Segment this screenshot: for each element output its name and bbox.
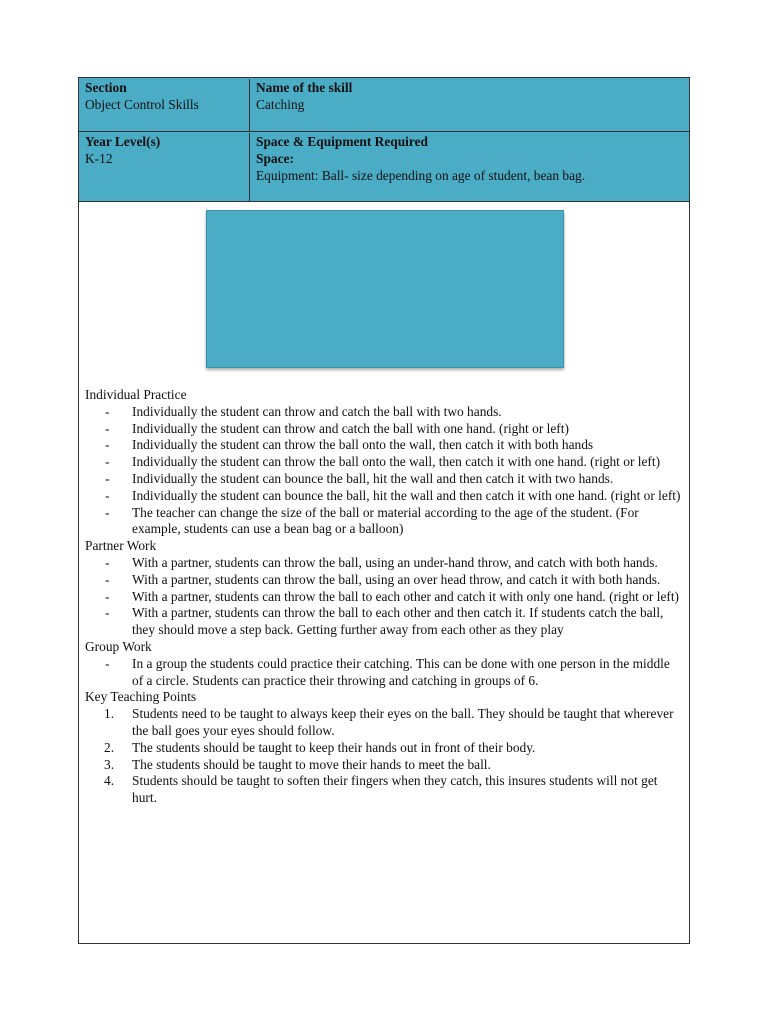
section-cell — [79, 79, 250, 131]
list-item-text: With a partner, students can throw the ball to each other and then catch it. If students catch the ball, they should move a step back. Getting further away from each other as they play — [132, 605, 664, 638]
list-marker: 3. — [104, 756, 115, 772]
equipment-cell — [250, 133, 689, 201]
skill-cell — [250, 79, 689, 131]
list-item-text: Individually the student can throw and catch the ball with two hands. — [132, 403, 502, 419]
list-item-text: The students should be taught to move their hands to meet the ball. — [132, 756, 491, 772]
list-item — [85, 555, 683, 572]
list-item-text: Students should be taught to soften their fingers when they catch, this insures students will not get hurt. — [132, 773, 658, 806]
group-work-heading: Group Work — [85, 638, 152, 654]
list-item — [85, 773, 683, 807]
list-item — [85, 572, 683, 589]
list-item-text: With a partner, students can throw the ball to each other and catch it with only one hand. (right or left) — [132, 588, 680, 604]
key-teaching-points-list — [85, 706, 683, 807]
header-row-year — [79, 132, 689, 202]
activity-content — [85, 387, 683, 807]
list-item-text: Individually the student can throw the ball onto the wall, then catch it with both hands — [132, 437, 594, 453]
list-marker: - — [105, 571, 110, 587]
list-marker: 1. — [104, 706, 115, 722]
list-marker: - — [105, 403, 110, 419]
list-item-text: In a group the students could practice their catching. This can be done with one person in the middle of a circle. Students can practice their throwing and catching in groups of 6. — [132, 655, 670, 688]
space-label: Space: — [256, 150, 294, 166]
list-marker: - — [105, 655, 110, 671]
skill-value: Catching — [256, 96, 305, 112]
list-marker: 4. — [104, 773, 115, 789]
list-item-text: Individually the student can bounce the ball, hit the wall and then catch it with two hands. — [132, 470, 614, 486]
list-item-text: Individually the student can throw the ball onto the wall, then catch it with one hand. (right or left) — [132, 454, 661, 470]
list-marker: - — [105, 504, 110, 520]
section-label: Section — [85, 80, 127, 95]
list-marker: - — [105, 588, 110, 604]
list-item-text: The students should be taught to keep their hands out in front of their body. — [132, 739, 536, 755]
equipment-label: Space & Equipment Required — [256, 134, 428, 149]
list-item — [85, 454, 683, 471]
list-item — [85, 757, 683, 774]
list-item — [85, 404, 683, 421]
list-item-text: The teacher can change the size of the ball or material according to the age of the student. (For example, students can use a bean bag or a balloon) — [132, 504, 639, 537]
list-marker: - — [105, 605, 110, 621]
list-item — [85, 505, 683, 539]
section-value: Object Control Skills — [85, 96, 199, 112]
header-row-section — [79, 78, 689, 132]
year-label: Year Level(s) — [85, 134, 161, 149]
equipment-value: Equipment: Ball- size depending on age of student, bean bag. — [256, 167, 586, 183]
partner-work-list — [85, 555, 683, 639]
lesson-plan-table — [78, 77, 690, 944]
key-teaching-points-heading: Key Teaching Points — [85, 689, 197, 705]
individual-practice-list — [85, 404, 683, 538]
activity-body-cell — [79, 202, 689, 943]
list-item — [85, 471, 683, 488]
list-item — [85, 740, 683, 757]
list-marker: - — [105, 454, 110, 470]
list-item — [85, 421, 683, 438]
list-item — [85, 706, 683, 740]
partner-work-heading: Partner Work — [85, 538, 157, 554]
list-item — [85, 437, 683, 454]
list-marker: - — [105, 554, 110, 570]
list-marker: 2. — [104, 739, 115, 755]
list-marker: - — [105, 437, 110, 453]
list-item-text: With a partner, students can throw the ball, using an over head throw, and catch it with both hands. — [132, 571, 661, 587]
list-item — [85, 656, 683, 690]
list-marker: - — [105, 470, 110, 486]
list-item-text: Individually the student can bounce the ball, hit the wall and then catch it with one hand. (right or left) — [132, 487, 681, 503]
list-item — [85, 488, 683, 505]
group-work-list — [85, 656, 683, 690]
image-placeholder — [206, 210, 564, 368]
skill-label: Name of the skill — [256, 80, 353, 95]
list-item — [85, 589, 683, 606]
year-value: K-12 — [85, 150, 113, 166]
year-cell — [79, 133, 250, 201]
list-item-text: Individually the student can throw and catch the ball with one hand. (right or left) — [132, 420, 569, 436]
list-marker: - — [105, 420, 110, 436]
list-item-text: With a partner, students can throw the ball, using an under-hand throw, and catch with both hands. — [132, 554, 658, 570]
list-item-text: Students need to be taught to always keep their eyes on the ball. They should be taught that wherever the ball goes your eyes should follow. — [132, 706, 674, 738]
individual-practice-heading: Individual Practice — [85, 387, 187, 402]
list-item — [85, 605, 683, 639]
list-marker: - — [105, 487, 110, 503]
